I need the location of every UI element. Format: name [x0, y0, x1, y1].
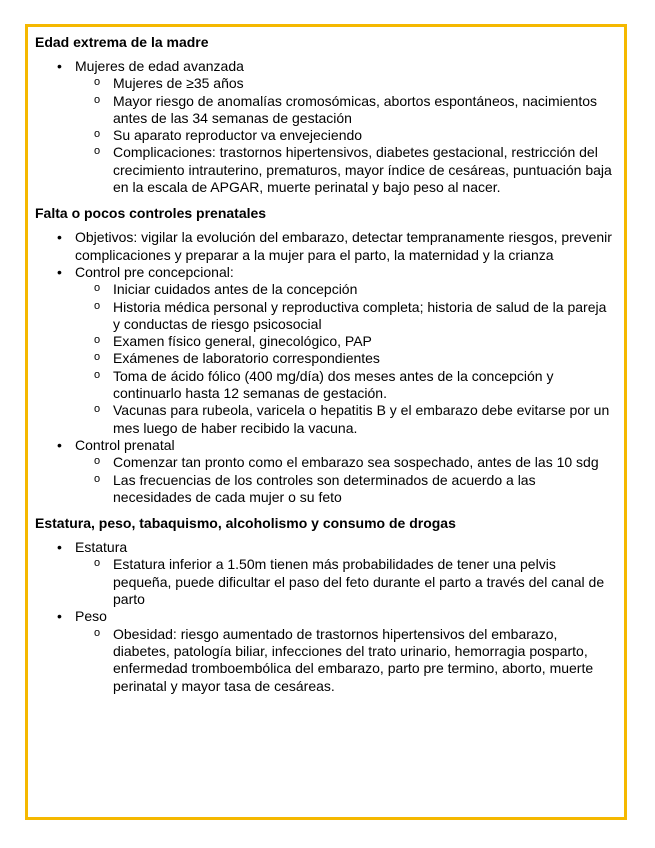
sub-list-item: o Examen físico general, ginecológico, PAP — [75, 333, 616, 350]
sub-list — [75, 281, 616, 437]
list-item — [35, 539, 616, 608]
section-title: Estatura, peso, tabaquismo, alcoholismo y consumo de drogas — [35, 515, 456, 532]
section-title: Falta o pocos controles prenatales — [35, 205, 267, 222]
list-item-text: Peso — [75, 608, 107, 625]
sub-list-item: o Toma de ácido fólico (400 mg/día) dos meses antes de la concepción y continuarlo hasta 12 semanas de gestación. — [75, 368, 616, 403]
sub-list-item: o Su aparato reproductor va envejeciendo — [75, 127, 616, 144]
list-item — [35, 608, 616, 694]
list-item-text: Control pre concepcional: — [75, 263, 234, 280]
bullet-list — [35, 229, 616, 506]
sub-list — [75, 626, 616, 695]
list-item — [35, 58, 616, 196]
sub-list-item: o Mayor riesgo de anomalías cromosómicas, abortos espontáneos, nacimientos antes de las 34 semanas de gestación — [75, 93, 616, 128]
list-item — [35, 437, 616, 506]
bullet-list — [35, 539, 616, 695]
sub-list-item: o Las frecuencias de los controles son determinados de acuerdo a las necesidades de cada mujer o su feto — [75, 472, 616, 507]
list-item — [35, 264, 616, 437]
sub-list-item: o Obesidad: riesgo aumentado de trastornos hipertensivos del embarazo, diabetes, patología biliar, infecciones del trato urinario, hemorragia posparto, enfermedad tromboembólica del embarazo, parto pre termino, aborto, muerte perinatal y mayor tasa de cesáreas. — [75, 626, 616, 695]
sub-list-item: o Mujeres de ≥35 años — [75, 75, 616, 92]
list-item — [35, 229, 616, 264]
sub-list — [75, 556, 616, 608]
sub-list-item: o Historia médica personal y reproductiva completa; historia de salud de la pareja y conductas de riesgo psicosocial — [75, 299, 616, 334]
section — [35, 514, 616, 695]
sub-list-item: o Exámenes de laboratorio correspondientes — [75, 350, 616, 367]
sub-list-item: o Iniciar cuidados antes de la concepción — [75, 281, 616, 298]
list-item-text: Mujeres de edad avanzada — [75, 58, 244, 74]
sub-list-item: o Vacunas para rubeola, varicela o hepatitis B y el embarazo debe evitarse por un mes luego de haber recibido la vacuna. — [75, 402, 616, 437]
section-title: Edad extrema de la madre — [35, 34, 209, 50]
sub-list-item: o Comenzar tan pronto como el embarazo sea sospechado, antes de las 10 sdg — [75, 454, 616, 471]
section — [35, 33, 616, 196]
sub-list-item: o Complicaciones: trastornos hipertensivos, diabetes gestacional, restricción del crecimiento intrauterino, prematuros, mayor índice de cesáreas, puntuación baja en la escala de APGAR, muerte perinatal y bajo peso al nacer. — [75, 144, 616, 196]
sub-list — [75, 454, 616, 506]
list-item-text: Estatura — [75, 539, 128, 556]
document-frame — [25, 24, 627, 820]
list-item-text: Objetivos: vigilar la evolución del embarazo, detectar tempranamente riesgos, prevenir complicaciones y preparar a la mujer para el parto, la maternidad y la crianza — [75, 229, 612, 263]
sub-list — [75, 75, 616, 196]
sub-list-item: o Estatura inferior a 1.50m tienen más probabilidades de tener una pelvis pequeña, puede dificultar el paso del feto durante el parto a través del canal de parto — [75, 556, 616, 608]
section — [35, 204, 616, 506]
bullet-list — [35, 58, 616, 196]
document-content — [35, 33, 616, 695]
list-item-text: Control prenatal — [75, 436, 175, 453]
